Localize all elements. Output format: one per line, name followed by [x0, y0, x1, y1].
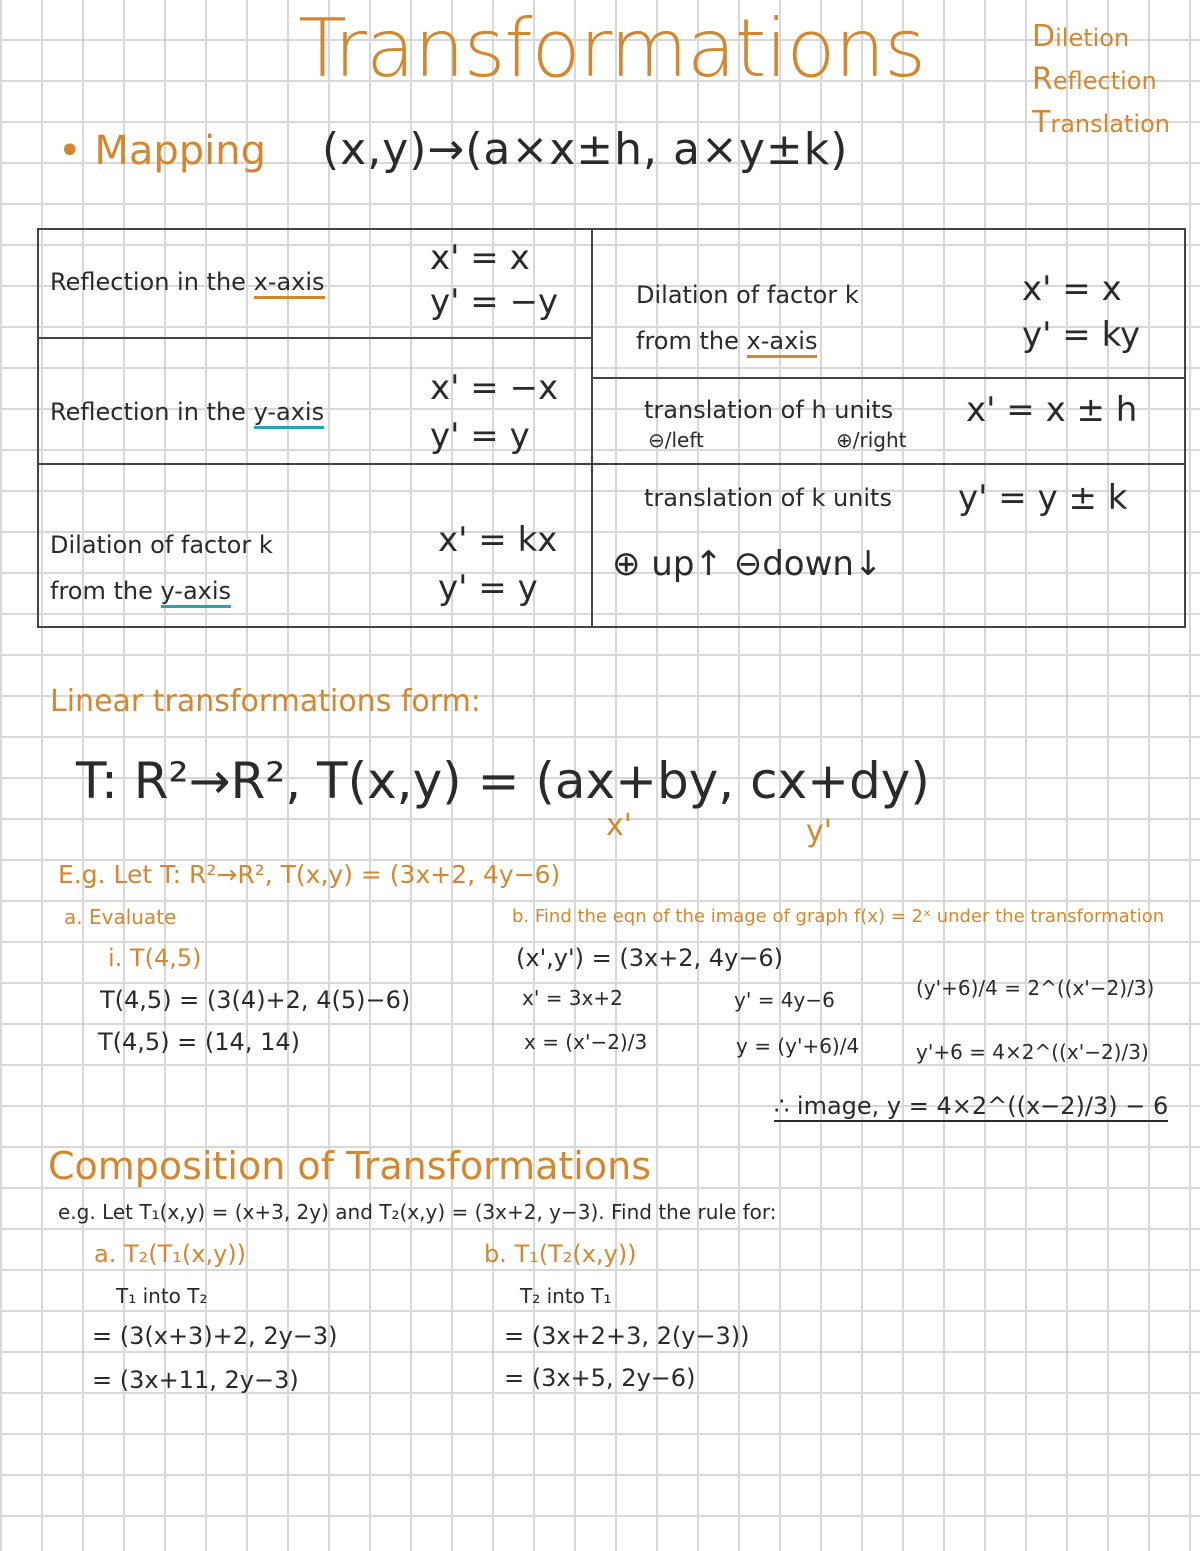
- composition-a-line2: = (3x+11, 2y−3): [92, 1366, 299, 1394]
- example1-a-line1: T(4,5) = (3(4)+2, 4(5)−6): [100, 986, 411, 1014]
- composition-b-line2: = (3x+5, 2y−6): [504, 1364, 696, 1392]
- example1-a-line2: T(4,5) = (14, 14): [98, 1028, 300, 1056]
- composition-a-label: a. T₂(T₁(x,y)): [94, 1240, 247, 1268]
- drt-reflection: Reflection: [1032, 62, 1157, 97]
- composition-intro: e.g. Let T₁(x,y) = (x+3, 2y) and T₂(x,y) = (3x+2, y−3). Find the rule for:: [58, 1200, 777, 1224]
- example1-b-r1: (y'+6)/4 = 2^((x'−2)/3): [916, 976, 1155, 1000]
- example1-a-label: a. Evaluate: [64, 905, 177, 929]
- example1-intro: E.g. Let T: R²→R², T(x,y) = (3x+2, 4y−6): [58, 860, 561, 889]
- composition-a-sub: T₁ into T₂: [116, 1284, 208, 1308]
- composition-b-label: b. T₁(T₂(x,y)): [484, 1240, 637, 1268]
- x-prime-note: x': [606, 808, 633, 843]
- linear-formula: T: R²→R², T(x,y) = (ax+by, cx+dy): [76, 752, 930, 810]
- translation-up-down: ⊕ up↑ ⊖down↓: [612, 544, 883, 584]
- example1-b-y1: y' = 4y−6: [734, 988, 835, 1012]
- example1-b-result: ∴ image, y = 4×2^((x−2)/3) − 6: [774, 1092, 1169, 1120]
- reflection-y-label: Reflection in the y-axis: [50, 398, 324, 426]
- page-title: Transformations: [298, 2, 925, 95]
- linear-heading: Linear transformations form:: [50, 684, 481, 719]
- example1-b-y2: y = (y'+6)/4: [736, 1034, 860, 1058]
- translation-k-label: translation of k units: [644, 484, 892, 512]
- reflection-y-equations: x' = −x y' = y: [430, 368, 559, 456]
- drt-dilation: Diletion: [1032, 19, 1130, 54]
- drt-legend: [1032, 16, 1170, 145]
- reflection-x-equations: x' = x y' = −y: [430, 238, 559, 322]
- reflection-x-label: Reflection in the x-axis: [50, 268, 325, 296]
- table-divider: [591, 377, 1186, 379]
- dilation-x-label: Dilation of factor k from the x-axis: [636, 272, 859, 364]
- y-prime-note: y': [806, 814, 833, 849]
- mapping-label: • Mapping: [58, 128, 266, 174]
- table-divider: [37, 463, 1186, 465]
- composition-b-sub: T₂ into T₁: [520, 1284, 612, 1308]
- table-divider: [591, 228, 593, 628]
- example1-b-x1: x' = 3x+2: [522, 986, 623, 1010]
- translation-left-note: ⊖/left: [648, 428, 704, 452]
- dilation-y-equations: x' = kx y' = y: [438, 520, 558, 608]
- example1-b-label: b. Find the eqn of the image of graph f(x) = 2ˣ under the transformation: [512, 906, 1165, 927]
- drt-translation: Translation: [1032, 105, 1170, 140]
- translation-h-label: translation of h units: [644, 396, 894, 424]
- translation-k-equation: y' = y ± k: [958, 478, 1128, 518]
- composition-heading: Composition of Transformations: [48, 1144, 651, 1188]
- composition-b-line1: = (3x+2+3, 2(y−3)): [504, 1322, 750, 1350]
- translation-right-note: ⊕/right: [836, 428, 907, 452]
- example1-b-line1: (x',y') = (3x+2, 4y−6): [516, 944, 784, 972]
- translation-h-equation: x' = x ± h: [966, 390, 1138, 430]
- example1-i-label: i. T(4,5): [108, 944, 202, 972]
- table-divider: [37, 337, 592, 339]
- example1-b-x2: x = (x'−2)/3: [524, 1030, 648, 1054]
- composition-a-line1: = (3(x+3)+2, 2y−3): [92, 1322, 338, 1350]
- dilation-x-equations: x' = x y' = ky: [1022, 269, 1141, 355]
- example1-b-r2: y'+6 = 4×2^((x'−2)/3): [916, 1040, 1149, 1064]
- mapping-formula: (x,y)→(a×x±h, a×y±k): [322, 124, 849, 175]
- dilation-y-label: Dilation of factor k from the y-axis: [50, 522, 273, 614]
